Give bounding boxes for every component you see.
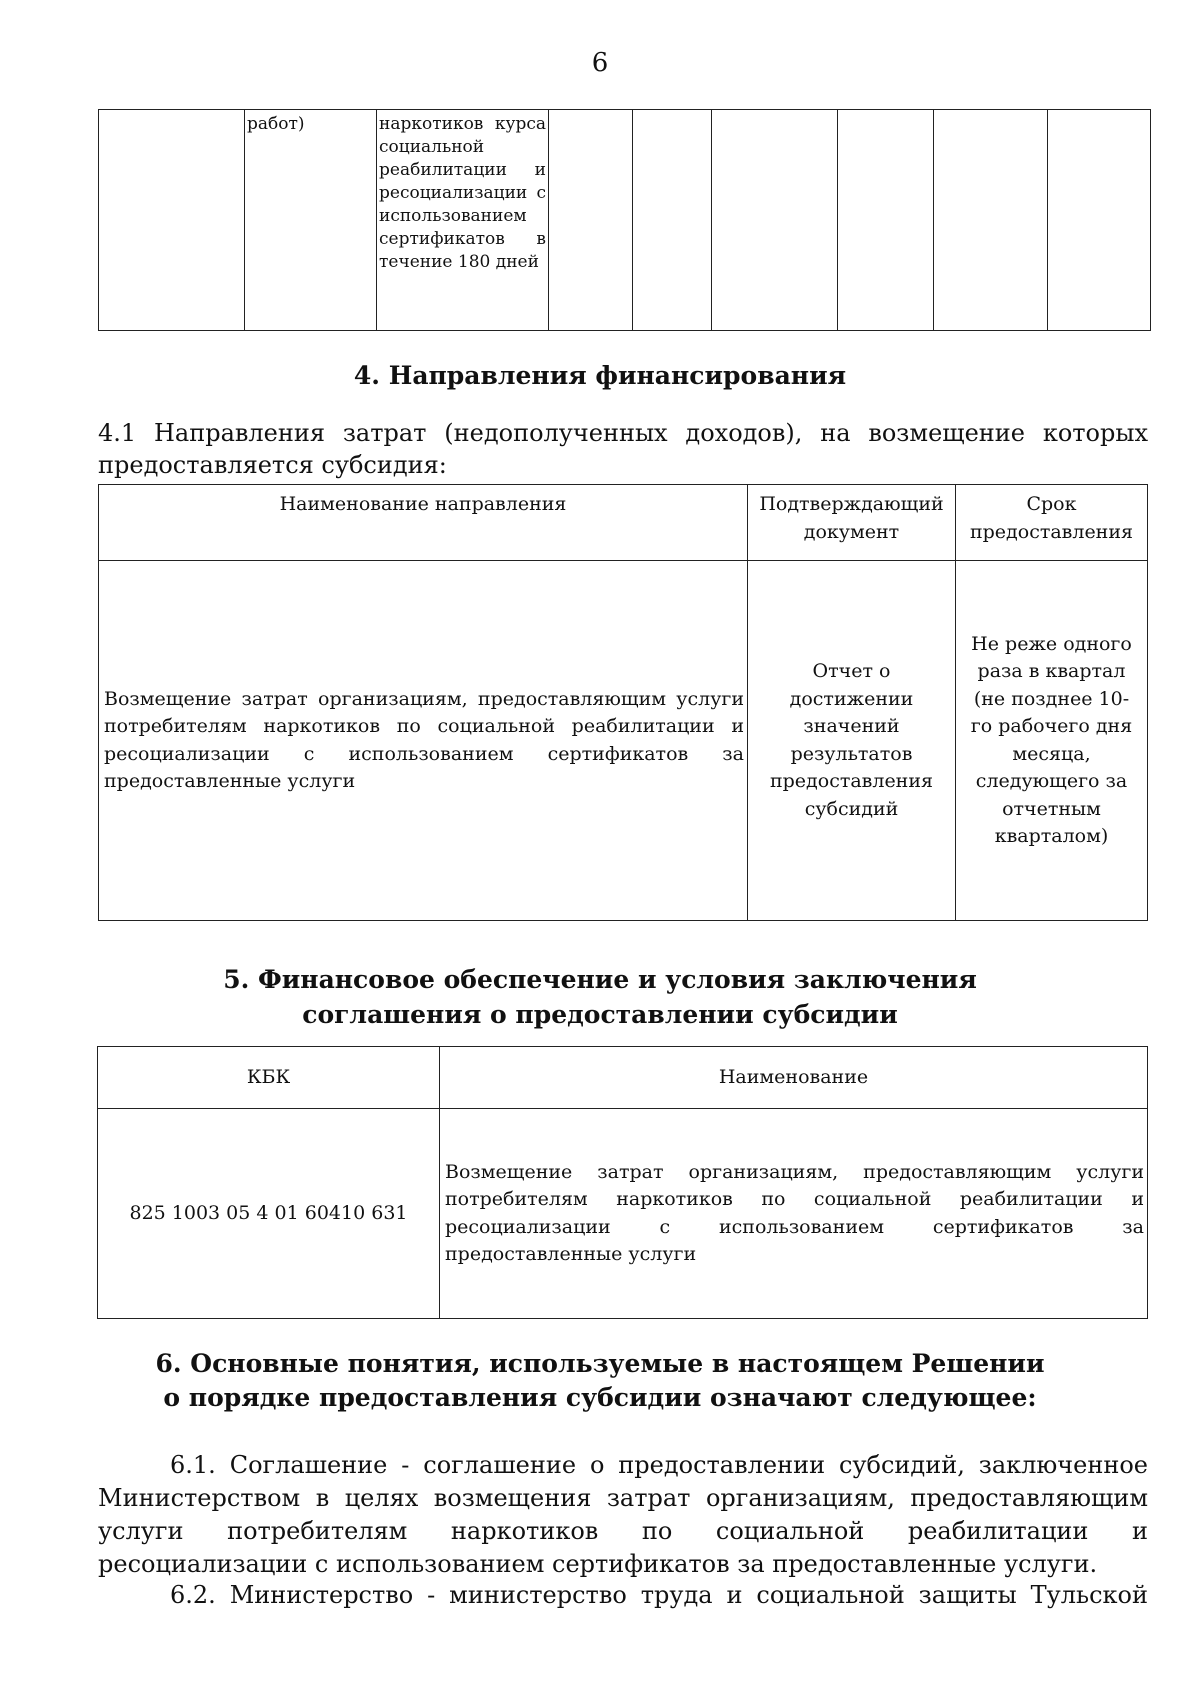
table-cell (99, 561, 748, 921)
document-text: Отчет о достижении значений результатов предоставления субсидий (769, 660, 933, 820)
text-line: ресоциализации с (379, 183, 546, 203)
section-4-heading: 4. Направления финансирования (353, 361, 847, 390)
table-header: Наименование (440, 1047, 1148, 1109)
continuation-table (98, 109, 1151, 331)
table-header: Наименование направления (99, 485, 748, 561)
table-cell-empty (712, 110, 838, 331)
page-number: 6 (591, 48, 609, 78)
text-line: использованием (379, 206, 527, 226)
direction-text: Возмещение затрат организациям, предоставляющим услуги потребителям наркотиков по социальной реабилитации и ресоциализации с использованием сертификатов за предоставленные услуги (104, 687, 744, 792)
text-line: наркотиков курса (379, 114, 546, 134)
table-cell (440, 1109, 1148, 1319)
table-cell-empty (633, 110, 712, 331)
table-header: Подтверждающий документ (748, 485, 956, 561)
text-line: реабилитации и (379, 160, 546, 180)
term-text: Не реже одного раза в квартал (не позднее 10-го рабочего дня месяца, следующего за отчетным кварталом) (970, 632, 1133, 847)
table-header: Срок предоставления (956, 485, 1148, 561)
table-cell-empty (549, 110, 633, 331)
table-cell (748, 561, 956, 921)
section-5-heading-line2: соглашения о предоставлении субсидии (302, 1000, 898, 1029)
paragraph-6-2: 6.2. Министерство - министерство труда и социальной защиты Тульской (170, 1581, 1148, 1609)
table-cell-empty (1048, 110, 1151, 331)
text-line: социальной (379, 137, 485, 157)
table-header: КБК (98, 1047, 440, 1109)
section-4-intro: 4.1 Направления затрат (недополученных доходов), на возмещение которых предоставляется субсидия: (98, 419, 1148, 479)
table-cell (377, 110, 549, 331)
financial-provision-table (97, 1046, 1148, 1319)
kbk-cell: 825 1003 05 4 01 60410 631 (98, 1109, 440, 1319)
table-cell-empty (838, 110, 934, 331)
section-6-heading-line2: о порядке предоставления субсидии означают следующее: (163, 1383, 1037, 1412)
table-cell (956, 561, 1148, 921)
table-cell-empty (934, 110, 1048, 331)
paragraph-6-1: 6.1. Соглашение - соглашение о предоставлении субсидий, заключенное Министерством в целях возмещения затрат организациям, предоставляющим услуги потребителям наркотиков по социальной реабилитации и ресоциализации с использованием сертификатов за предоставленные услуги. (98, 1451, 1148, 1578)
text-line: сертификатов в (379, 229, 546, 249)
text-line: течение 180 дней (379, 252, 539, 272)
name-text: Возмещение затрат организациям, предоставляющим услуги потребителям наркотиков по социальной реабилитации и ресоциализации с использованием сертификатов за предоставленные услуги (445, 1160, 1144, 1265)
cell-text: работ) (247, 114, 305, 134)
table-cell-empty (99, 110, 245, 331)
cell-multiline (377, 110, 548, 274)
section-5-heading-line1: 5. Финансовое обеспечение и условия заключения (223, 965, 977, 994)
financing-directions-table (98, 484, 1148, 921)
section-6-heading-line1: 6. Основные понятия, используемые в настоящем Решении (155, 1349, 1045, 1378)
table-cell (245, 110, 377, 331)
